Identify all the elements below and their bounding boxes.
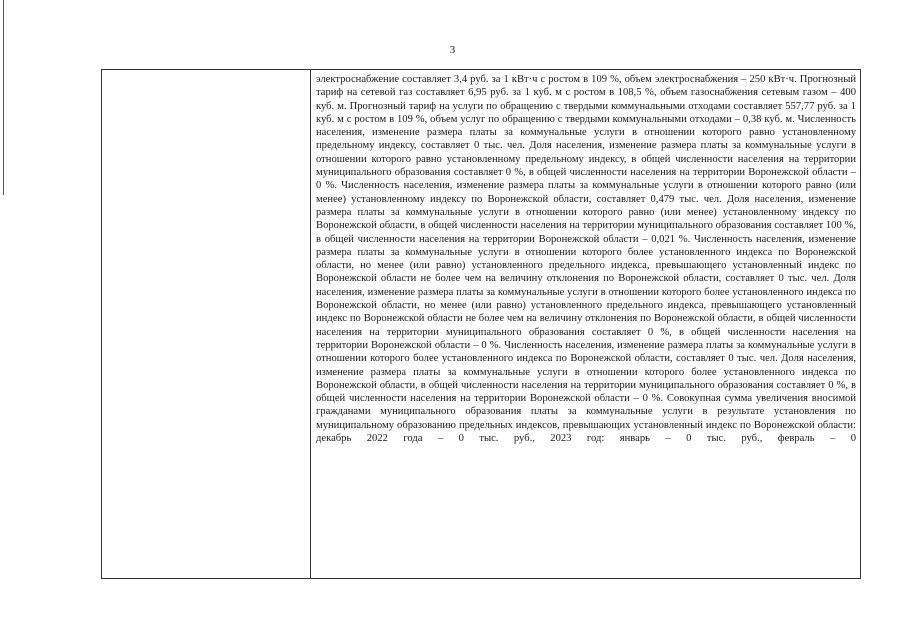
page-number: 3 — [449, 44, 456, 56]
table-row — [102, 70, 861, 579]
margin-line — [3, 0, 4, 195]
table-left-cell — [102, 70, 311, 579]
document-table — [101, 69, 861, 579]
body-paragraph: электроснабжение составляет 3,4 руб. за 1 кВт·ч с ростом в 109 %, объем электроснабжения – 250 кВт·ч. Прогнозный тариф на сетевой газ составляет 6,95 руб. за 1 куб. м с ростом в 108,5 %, объем газоснабжения сетевым газом – 400 куб. м. Прогнозный тариф на услуги по обращению с твердыми коммунальными отходами составляет 557,77 руб. за 1 куб. м с ростом в 109 %, объем услуг по обращению с твердыми коммунальными отходами – 0,38 куб. м. Численность населения, изменение размера платы за коммунальные услуги в отношении которого равно установленному предельному индексу, составляет 0 тыс. чел. Доля населения, изменение размера платы за коммунальные услуги в отношении которого равно установленному предельному индексу, в общей численности населения на территории муниципального образования составляет 0 %, в общей численности населения на территории Воронежской области – 0 %. Численность населения, изменение размера платы за коммунальные услуги в отношении которого равно (или менее) установленному индексу по Воронежской области, составляет 0,479 тыс. чел. Доля населения, изменение размера платы за коммунальные услуги в отношении которого равно (или менее) установленному индексу по Воронежской области, в общей численности населения на территории муниципального образования составляет 100 %, в общей численности населения на территории Воронежской области – 0,021 %. Численность населения, изменение размера платы за коммунальные услуги в отношении которого более установленного индекса по Воронежской области, но менее (или равно) установленного предельного индекса, превышающего установленный индекс по Воронежской области не более чем на величину отклонения по Воронежской области, составляет 0 тыс. чел. Доля населения, изменение размера платы за коммунальные услуги в отношении которого более установленного индекса по Воронежской области, но менее (или равно) установленного предельного индекса, превышающего установленный индекс по Воронежской области не более чем на величину отклонения по Воронежской области, в общей численности населения на территории муниципального образования составляет 0 %, в общей численности населения на территории Воронежской области – 0 %. Численность населения, изменение размера платы за коммунальные услуги в отношении которого более установленного индекса по Воронежской области, составляет 0 тыс. чел. Доля населения, изменение размера платы за коммунальные услуги в отношении которого более установленного индекса по Воронежской области, в общей численности населения на территории муниципального образования составляет 0 %, в общей численности населения на территории Воронежской области – 0 %. Совокупная сумма увеличения вносимой гражданами муниципального образования платы за коммунальные услуги в результате установления по муниципальному образованию предельных индексов, превышающих установленный индекс по Воронежской области: декабрь 2022 года – 0 тыс. руб., 2023 год: январь – 0 тыс. руб., февраль – 0 — [316, 74, 856, 445]
table-text-cell — [311, 70, 861, 579]
